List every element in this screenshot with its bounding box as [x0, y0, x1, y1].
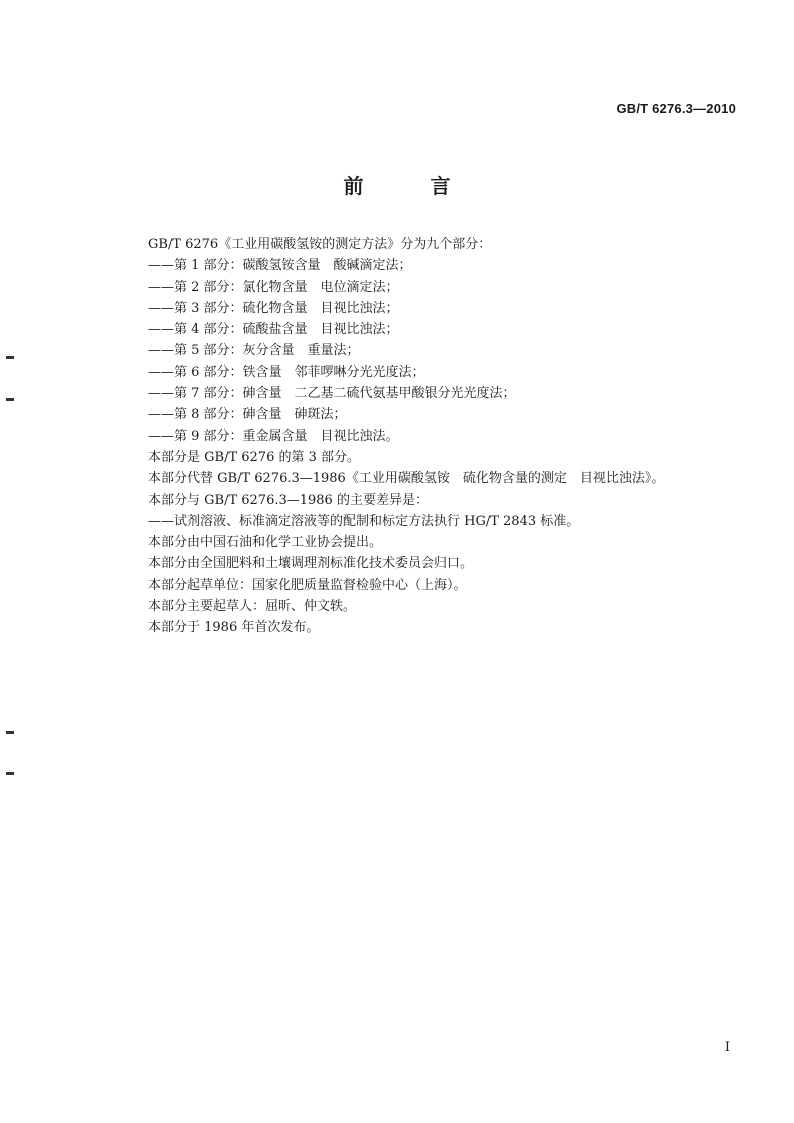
paragraph-line: ——试剂溶液、标准滴定溶液等的配制和标定方法执行 HG/T 2843 标准。 — [148, 513, 580, 529]
paragraph-line: 本部分与 GB/T 6276.3—1986 的主要差异是： — [148, 492, 428, 508]
paragraph-line: 本部分代替 GB/T 6276.3—1986《工业用碳酸氢铵 硫化物含量的测定 目视比浊法》。 — [148, 471, 665, 487]
paragraph-line: 本部分于 1986 年首次发布。 — [148, 620, 320, 636]
paragraph-line: ——第 8 部分：砷含量 砷斑法； — [148, 407, 347, 423]
paragraph-line: ——第 2 部分：氯化物含量 电位滴定法； — [148, 279, 399, 295]
page-number: I — [724, 1040, 730, 1055]
paragraph-line: 本部分是 GB/T 6276 的第 3 部分。 — [148, 449, 361, 465]
paragraph-line: ——第 7 部分：砷含量 二乙基二硫代氨基甲酸银分光光度法； — [148, 386, 516, 402]
paragraph-line: 本部分由中国石油和化学工业协会提出。 — [148, 535, 383, 551]
page-title: 前 言 — [343, 174, 481, 198]
preface-body — [148, 234, 748, 639]
paragraph-line: ——第 4 部分：硫酸盐含量 目视比浊法； — [148, 322, 399, 338]
scan-mark — [6, 731, 14, 734]
paragraph-line: 本部分由全国肥料和土壤调理剂标准化技术委员会归口。 — [148, 556, 474, 572]
paragraph-line: ——第 6 部分：铁含量 邻菲啰啉分光光度法； — [148, 364, 425, 380]
paragraph-line: ——第 3 部分：硫化物含量 目视比浊法； — [148, 300, 399, 316]
paragraph-line: ——第 9 部分：重金属含量 目视比浊法。 — [148, 428, 399, 444]
paragraph-line: GB/T 6276《工业用碳酸氢铵的测定方法》分为九个部分： — [148, 237, 492, 252]
paragraph-line: 本部分主要起草人：屈昕、仲文轶。 — [148, 599, 357, 615]
scan-mark — [6, 772, 14, 775]
standard-number: GB/T 6276.3—2010 — [616, 101, 736, 116]
scan-mark — [6, 398, 14, 401]
paragraph-line: 本部分起草单位：国家化肥质量监督检验中心（上海）。 — [148, 577, 467, 593]
paragraph-line: ——第 1 部分：碳酸氢铵含量 酸碱滴定法； — [148, 258, 412, 274]
paragraph-line: ——第 5 部分：灰分含量 重量法； — [148, 343, 360, 359]
scan-mark — [6, 356, 14, 359]
